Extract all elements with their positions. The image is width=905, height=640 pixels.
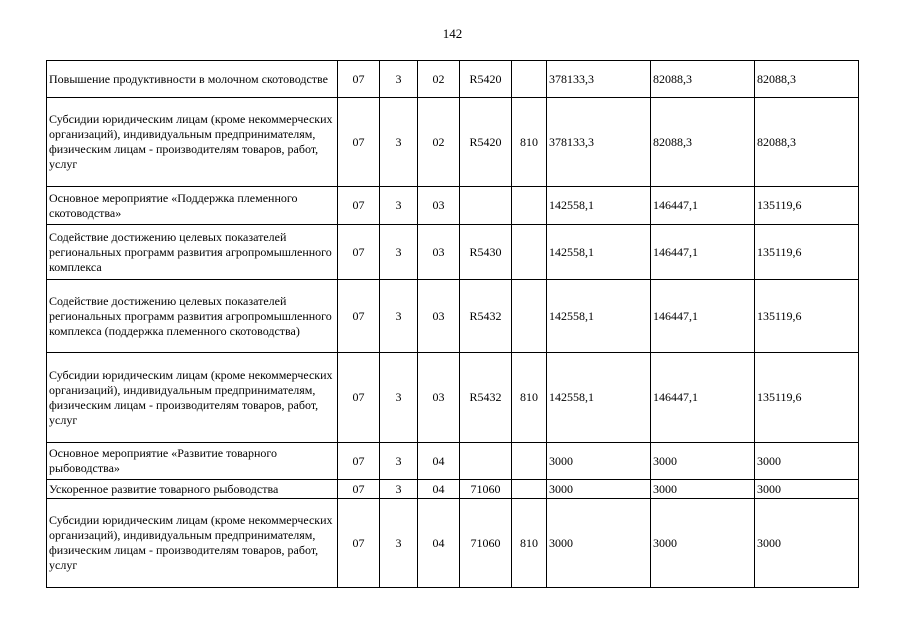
table-row <box>47 443 859 480</box>
direction-code-cell: R5432 <box>460 280 512 353</box>
expense-type-cell <box>512 280 547 353</box>
activity-code-cell: 04 <box>418 443 460 480</box>
amount-year1-cell: 142558,1 <box>547 225 651 280</box>
amount-year2-cell: 3000 <box>651 499 755 588</box>
section-code-cell: 07 <box>338 98 380 187</box>
direction-code-cell: 71060 <box>460 480 512 499</box>
table-row <box>47 480 859 499</box>
section-code-cell: 07 <box>338 499 380 588</box>
amount-year2-cell: 146447,1 <box>651 187 755 225</box>
expense-type-cell: 810 <box>512 499 547 588</box>
direction-code-cell: R5430 <box>460 225 512 280</box>
table-row <box>47 280 859 353</box>
amount-year2-cell: 82088,3 <box>651 98 755 187</box>
expense-type-cell <box>512 61 547 98</box>
amount-year3-cell: 135119,6 <box>755 187 859 225</box>
amount-year2-cell: 82088,3 <box>651 61 755 98</box>
section-code-cell: 07 <box>338 225 380 280</box>
section-code-cell: 07 <box>338 480 380 499</box>
amount-year1-cell: 3000 <box>547 480 651 499</box>
section-code-cell: 07 <box>338 61 380 98</box>
activity-code-cell: 03 <box>418 280 460 353</box>
activity-code-cell: 04 <box>418 480 460 499</box>
expense-type-cell: 810 <box>512 353 547 443</box>
subprogram-code-cell: 3 <box>380 499 418 588</box>
subprogram-code-cell: 3 <box>380 443 418 480</box>
subprogram-code-cell: 3 <box>380 61 418 98</box>
amount-year3-cell: 3000 <box>755 499 859 588</box>
activity-code-cell: 03 <box>418 353 460 443</box>
amount-year1-cell: 3000 <box>547 499 651 588</box>
budget-table <box>46 60 859 588</box>
row-name-cell: Содействие достижению целевых показателей региональных программ развития агропромышленного комплекса <box>47 225 338 280</box>
row-name-cell: Ускоренное развитие товарного рыбоводства <box>47 480 338 499</box>
row-name-cell: Повышение продуктивности в молочном скотоводстве <box>47 61 338 98</box>
amount-year3-cell: 82088,3 <box>755 61 859 98</box>
activity-code-cell: 03 <box>418 225 460 280</box>
direction-code-cell: 71060 <box>460 499 512 588</box>
table-row <box>47 353 859 443</box>
subprogram-code-cell: 3 <box>380 187 418 225</box>
table-row <box>47 499 859 588</box>
amount-year2-cell: 3000 <box>651 443 755 480</box>
activity-code-cell: 02 <box>418 61 460 98</box>
table-row <box>47 225 859 280</box>
expense-type-cell <box>512 443 547 480</box>
amount-year1-cell: 378133,3 <box>547 98 651 187</box>
amount-year2-cell: 146447,1 <box>651 225 755 280</box>
direction-code-cell: R5420 <box>460 98 512 187</box>
activity-code-cell: 02 <box>418 98 460 187</box>
page-number: 142 <box>442 26 463 41</box>
amount-year3-cell: 3000 <box>755 443 859 480</box>
expense-type-cell <box>512 480 547 499</box>
row-name-cell: Субсидии юридическим лицам (кроме некоммерческих организаций), индивидуальным предпринимателям, физическим лицам - производителям товаров, работ, услуг <box>47 353 338 443</box>
amount-year1-cell: 142558,1 <box>547 353 651 443</box>
amount-year3-cell: 135119,6 <box>755 225 859 280</box>
subprogram-code-cell: 3 <box>380 98 418 187</box>
table-row <box>47 187 859 225</box>
amount-year3-cell: 135119,6 <box>755 353 859 443</box>
row-name-cell: Субсидии юридическим лицам (кроме некоммерческих организаций), индивидуальным предпринимателям, физическим лицам - производителям товаров, работ, услуг <box>47 499 338 588</box>
amount-year1-cell: 3000 <box>547 443 651 480</box>
amount-year1-cell: 142558,1 <box>547 187 651 225</box>
amount-year2-cell: 3000 <box>651 480 755 499</box>
row-name-cell: Содействие достижению целевых показателей региональных программ развития агропромышленного комплекса (поддержка племенного скотоводства) <box>47 280 338 353</box>
subprogram-code-cell: 3 <box>380 225 418 280</box>
expense-type-cell <box>512 187 547 225</box>
subprogram-code-cell: 3 <box>380 353 418 443</box>
expense-type-cell <box>512 225 547 280</box>
table-row <box>47 61 859 98</box>
section-code-cell: 07 <box>338 280 380 353</box>
table-row <box>47 98 859 187</box>
row-name-cell: Основное мероприятие «Развитие товарного рыбоводства» <box>47 443 338 480</box>
expense-type-cell: 810 <box>512 98 547 187</box>
amount-year3-cell: 82088,3 <box>755 98 859 187</box>
amount-year2-cell: 146447,1 <box>651 280 755 353</box>
subprogram-code-cell: 3 <box>380 280 418 353</box>
amount-year1-cell: 142558,1 <box>547 280 651 353</box>
section-code-cell: 07 <box>338 353 380 443</box>
amount-year1-cell: 378133,3 <box>547 61 651 98</box>
section-code-cell: 07 <box>338 187 380 225</box>
amount-year3-cell: 135119,6 <box>755 280 859 353</box>
subprogram-code-cell: 3 <box>380 480 418 499</box>
section-code-cell: 07 <box>338 443 380 480</box>
amount-year2-cell: 146447,1 <box>651 353 755 443</box>
direction-code-cell <box>460 443 512 480</box>
activity-code-cell: 04 <box>418 499 460 588</box>
direction-code-cell: R5432 <box>460 353 512 443</box>
row-name-cell: Субсидии юридическим лицам (кроме некоммерческих организаций), индивидуальным предпринимателям, физическим лицам - производителям товаров, работ, услуг <box>47 98 338 187</box>
direction-code-cell <box>460 187 512 225</box>
amount-year3-cell: 3000 <box>755 480 859 499</box>
activity-code-cell: 03 <box>418 187 460 225</box>
row-name-cell: Основное мероприятие «Поддержка племенного скотоводства» <box>47 187 338 225</box>
direction-code-cell: R5420 <box>460 61 512 98</box>
